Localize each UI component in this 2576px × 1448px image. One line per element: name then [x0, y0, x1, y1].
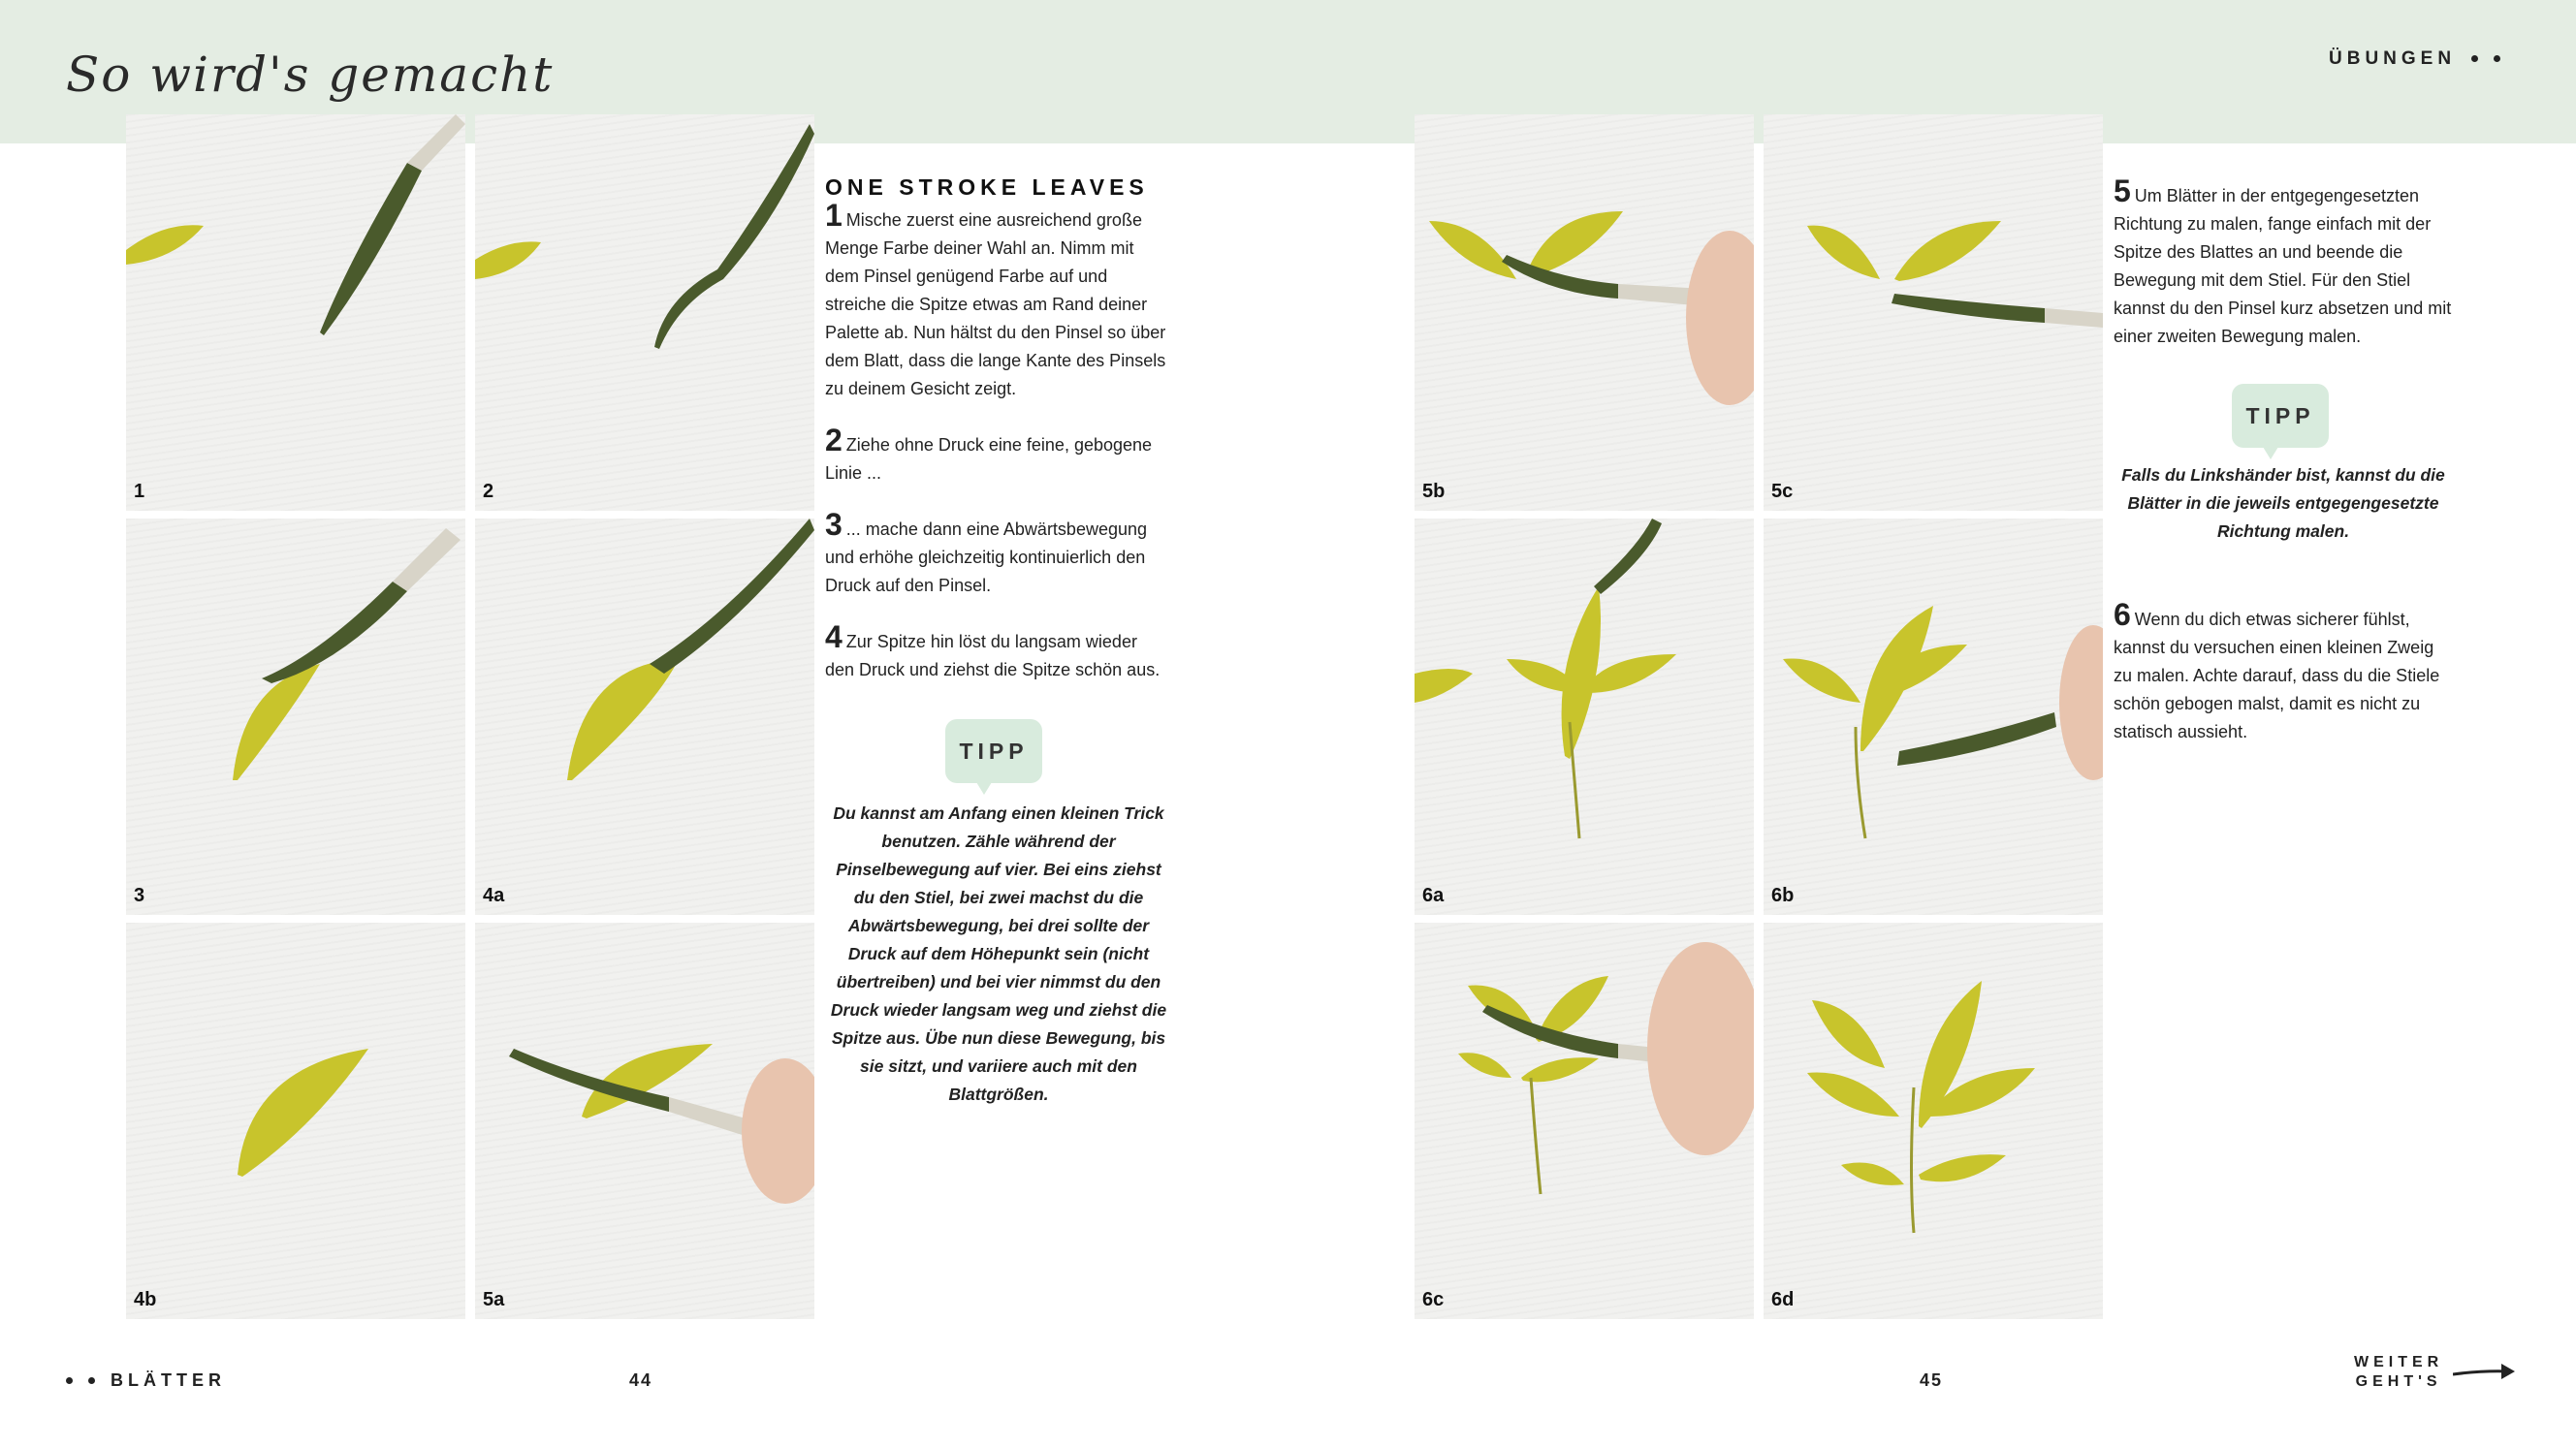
photo-label: 1	[134, 481, 145, 502]
script-title: So wird's gemacht	[66, 47, 555, 103]
step-photo-2	[475, 114, 814, 511]
step-photo-4a	[475, 519, 814, 915]
photo-label: 6d	[1771, 1289, 1795, 1310]
step-number: 6	[2114, 597, 2131, 632]
tipp-text: Du kannst am Anfang einen kleinen Trick benutzen. Zähle während der Pinselbewegung auf vier. Bei eins ziehst du den Stiel, bei zwei machst du die Abwärtsbewegung, bei drei sollte der Druck auf dem Höhepunkt sein (nicht übertreiben) und bei vier nimmst du den Druck wieder langsam weg und ziehst die Spitze aus. Übe nun diese Bewegung, bis sie sitzt, und variiere auch mit den Blattgrößen.	[830, 803, 1167, 1104]
step-2	[825, 423, 1169, 488]
step-number: 5	[2114, 173, 2131, 208]
footer-chapter	[66, 1370, 226, 1391]
leaf-photo-illustration	[1415, 114, 1754, 511]
step-number: 4	[825, 619, 843, 654]
step-photo-3	[126, 519, 465, 915]
step-number: 3	[825, 507, 843, 542]
photo-label: 6c	[1422, 1289, 1445, 1310]
step-6	[2114, 597, 2453, 746]
dot-icon	[88, 1377, 95, 1384]
photo-label: 6a	[1422, 885, 1445, 906]
tipp-text: Falls du Linkshänder bist, kannst du die Blätter in die jeweils entgegengesetzte Richtung malen.	[2121, 465, 2445, 541]
leaf-photo-illustration	[126, 114, 465, 511]
step-5	[2114, 173, 2453, 351]
photo-label: 3	[134, 885, 145, 906]
page-number-right: 45	[1920, 1370, 1944, 1390]
leaf-photo-illustration	[126, 923, 465, 1319]
photo-label: 6b	[1771, 885, 1795, 906]
step-number: 2	[825, 423, 843, 457]
section-label	[2329, 48, 2500, 70]
step-photo-6c	[1415, 923, 1754, 1319]
step-photo-5b	[1415, 114, 1754, 511]
page-number-left: 44	[629, 1370, 653, 1390]
leaf-photo-illustration	[475, 114, 814, 511]
photo-label: 5c	[1771, 481, 1794, 502]
step-text: ... mache dann eine Abwärtsbewegung und erhöhe gleichzeitig kontinuierlich den Druck auf den Pinsel.	[825, 519, 1148, 595]
step-photo-6b	[1764, 519, 2103, 915]
dot-icon	[2471, 55, 2478, 62]
step-text: Zur Spitze hin löst du langsam wieder den Druck und ziehst die Spitze schön aus.	[825, 632, 1161, 679]
step-1	[825, 198, 1169, 403]
step-text: Um Blätter in der entgegengesetzten Richtung zu malen, fange einfach mit der Spitze des Blattes an und beende die Bewegung mit dem Stiel. Für den Stiel kannst du den Pinsel kurz absetzen und mit einer zweiten Bewegung malen.	[2114, 186, 2452, 346]
step-photo-1	[126, 114, 465, 511]
leaf-photo-illustration	[1415, 923, 1754, 1319]
arrow-right-icon[interactable]	[2453, 1361, 2517, 1384]
next-label-line1: WEITER	[2354, 1354, 2444, 1370]
tipp-badge: TIPP	[2232, 384, 2329, 448]
step-photo-4b	[126, 923, 465, 1319]
tipp-badge: TIPP	[945, 719, 1042, 783]
photo-label: 4a	[483, 885, 505, 906]
next-label-line2: GEHT'S	[2355, 1373, 2442, 1390]
step-number: 1	[825, 198, 843, 233]
step-photo-5a	[475, 923, 814, 1319]
step-text: Mische zuerst eine ausreichend große Menge Farbe deiner Wahl an. Nimm mit dem Pinsel genügend Farbe auf und streiche die Spitze etwas am Rand deiner Palette ab. Nun hältst du den Pinsel so über dem Blatt, dass die lange Kante des Pinsels zu deinem Gesicht zeigt.	[825, 210, 1166, 398]
leaf-photo-illustration	[1764, 923, 2103, 1319]
photo-label: 5b	[1422, 481, 1446, 502]
dot-icon	[2494, 55, 2500, 62]
leaf-photo-illustration	[1764, 114, 2103, 511]
photo-label: 4b	[134, 1289, 157, 1310]
step-photo-6a	[1415, 519, 1754, 915]
chapter-label: BLÄTTER	[111, 1370, 226, 1390]
dot-icon	[66, 1377, 73, 1384]
step-photo-5c	[1764, 114, 2103, 511]
photo-label: 5a	[483, 1289, 505, 1310]
step-4	[825, 619, 1169, 684]
step-3	[825, 507, 1169, 600]
section-label-text: ÜBUNGEN	[2329, 48, 2457, 69]
leaf-photo-illustration	[126, 519, 465, 915]
step-photo-6d	[1764, 923, 2103, 1319]
leaf-photo-illustration	[1415, 519, 1754, 915]
leaf-photo-illustration	[475, 923, 814, 1319]
leaf-photo-illustration	[1764, 519, 2103, 915]
block-heading: ONE STROKE LEAVES	[825, 174, 1149, 200]
photo-label: 2	[483, 481, 494, 502]
leaf-photo-illustration	[475, 519, 814, 915]
step-text: Ziehe ohne Druck eine feine, gebogene Linie ...	[825, 435, 1153, 483]
step-text: Wenn du dich etwas sicherer fühlst, kannst du versuchen einen kleinen Zweig zu malen. Achte darauf, dass du die Stiele schön gebogen malst, damit es nicht zu statisch aussieht.	[2114, 610, 2440, 741]
next-page-link[interactable]	[2354, 1353, 2443, 1392]
